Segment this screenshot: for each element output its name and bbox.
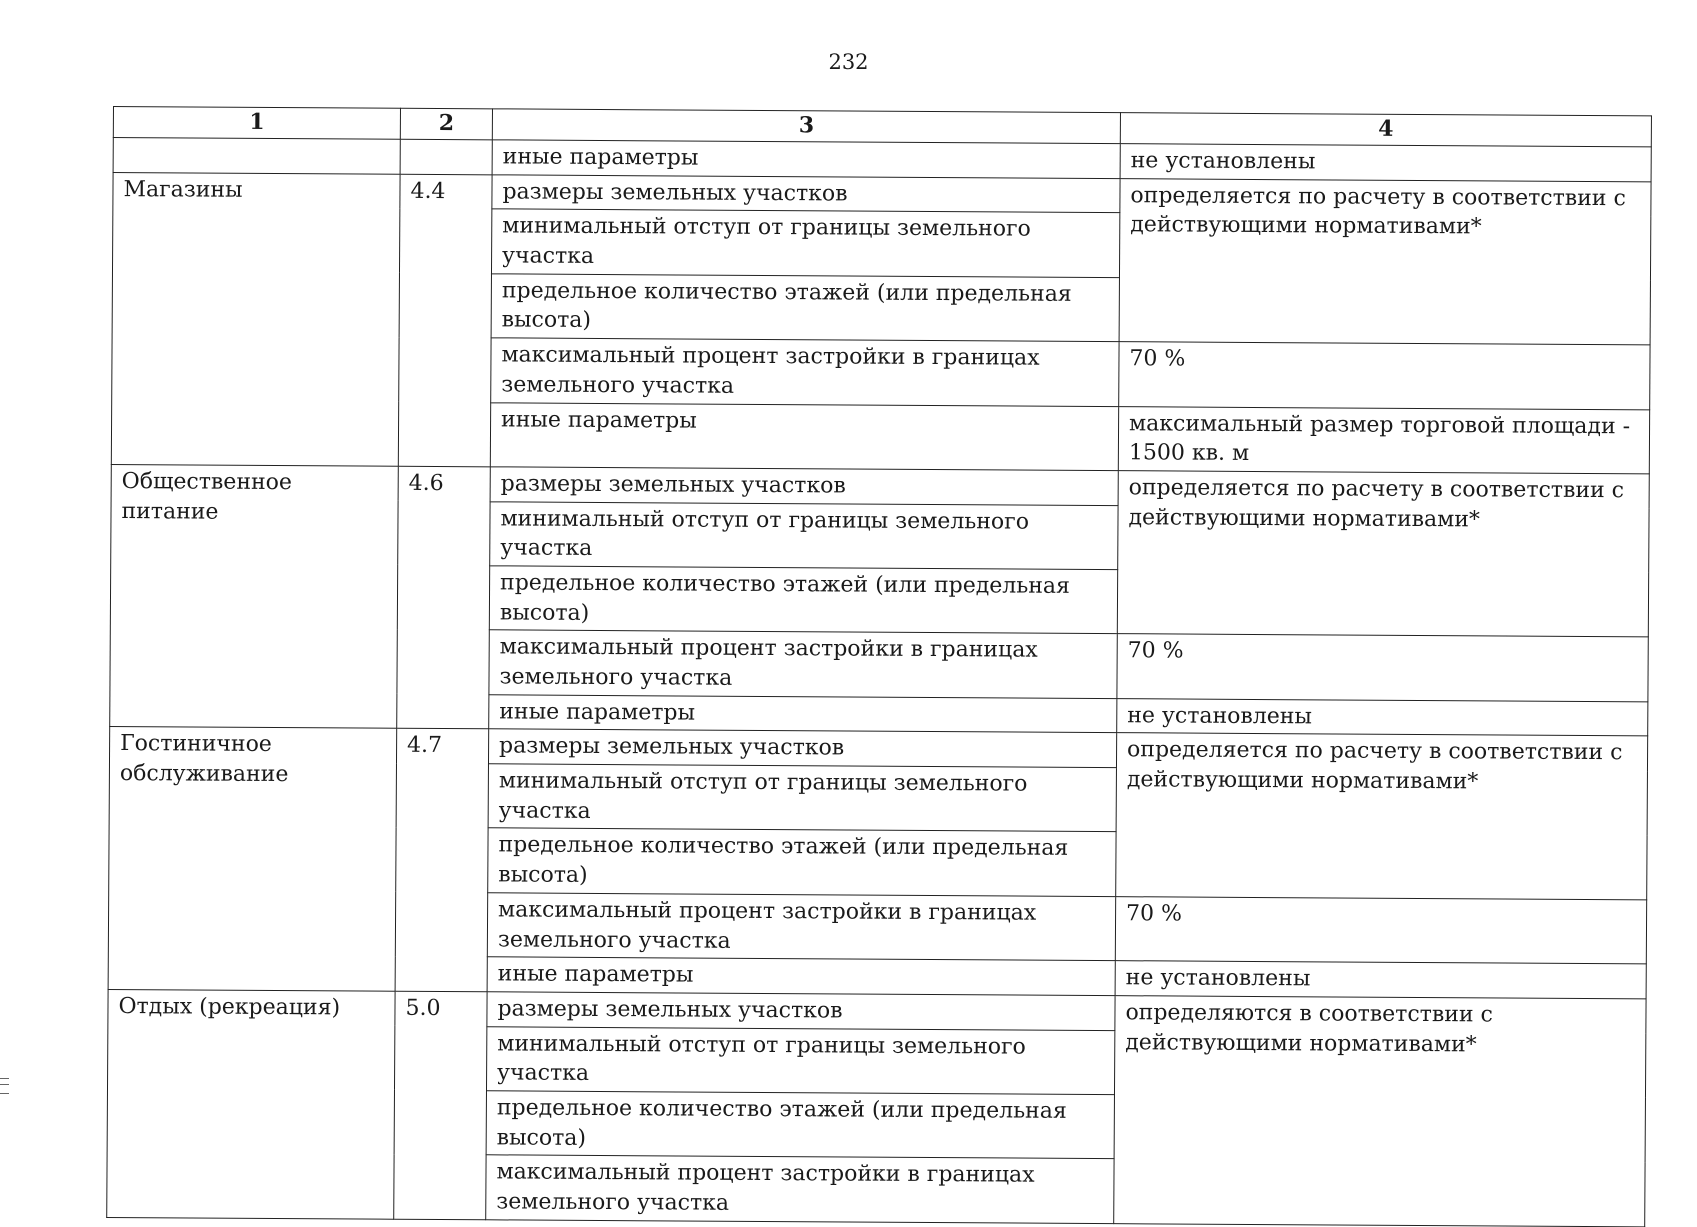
page-number: 232 (828, 50, 869, 74)
value-cell: не установлены (1117, 698, 1648, 736)
regulations-table (106, 106, 1652, 1227)
param-cell: предельное количество этажей (или предельная высота) (489, 566, 1117, 634)
param-cell: размеры земельных участков (492, 175, 1120, 214)
object-name-cell: Магазины (111, 172, 400, 466)
value-cell: 70 % (1117, 634, 1648, 702)
code-cell: 4.7 (395, 729, 489, 992)
param-cell: предельное количество этажей (или предельная высота) (488, 828, 1116, 896)
param-cell: максимальный процент застройки в границах земельного участка (491, 338, 1119, 406)
param-cell: максимальный процент застройки в границах земельного участка (486, 1155, 1114, 1223)
code-cell: 5.0 (394, 991, 487, 1219)
param-cell: иные параметры (492, 140, 1120, 179)
param-cell: максимальный процент застройки в границах земельного участка (489, 630, 1117, 698)
param-cell: минимальный отступ от границы земельного участка (486, 1026, 1114, 1094)
value-cell: не установлены (1115, 961, 1646, 999)
param-cell: предельное количество этажей (или предельная высота) (486, 1091, 1114, 1159)
header-col-2: 2 (400, 108, 492, 140)
param-cell: минимальный отступ от границы земельного участка (491, 209, 1119, 277)
param-cell: предельное количество этажей (или предельная высота) (491, 274, 1119, 342)
value-cell: определяется по расчету в соответствии с действующими нормативами* (1116, 733, 1648, 900)
param-cell: максимальный процент застройки в границах земельного участка (487, 893, 1115, 961)
value-cell: 70 % (1119, 342, 1650, 410)
scan-edge-mark (0, 1078, 9, 1094)
param-cell: минимальный отступ от границы земельного участка (488, 764, 1116, 832)
code-cell: 4.6 (397, 466, 491, 729)
header-col-1: 1 (113, 107, 400, 140)
object-name-cell: Общественное питание (110, 464, 399, 728)
value-cell: максимальный размер торговой площади - 1500 кв. м (1118, 406, 1649, 474)
value-cell: 70 % (1115, 896, 1646, 964)
object-name-cell: Отдых (рекреация) (107, 989, 395, 1219)
value-cell: не установлены (1120, 144, 1651, 182)
value-cell: определяются в соответствии с действующими нормативами* (1114, 996, 1646, 1227)
param-cell: размеры земельных участков (490, 467, 1118, 506)
object-name-cell: Гостиничное обслуживание (108, 727, 397, 991)
value-cell: определяется по расчету в соответствии с действующими нормативами* (1117, 471, 1649, 638)
header-col-3: 3 (492, 109, 1120, 144)
value-cell: определяется по расчету в соответствии с действующими нормативами* (1119, 178, 1651, 345)
param-cell: иные параметры (489, 694, 1117, 733)
param-cell: размеры земельных участков (488, 729, 1116, 768)
empty-cell (400, 139, 492, 174)
header-col-4: 4 (1120, 113, 1651, 147)
param-cell: минимальный отступ от границы земельного участка (490, 501, 1118, 569)
param-cell: размеры земельных участков (487, 992, 1115, 1031)
param-cell: иные параметры (490, 402, 1118, 470)
code-cell: 4.4 (398, 174, 492, 467)
param-cell: иные параметры (487, 957, 1115, 996)
empty-cell (113, 138, 400, 174)
